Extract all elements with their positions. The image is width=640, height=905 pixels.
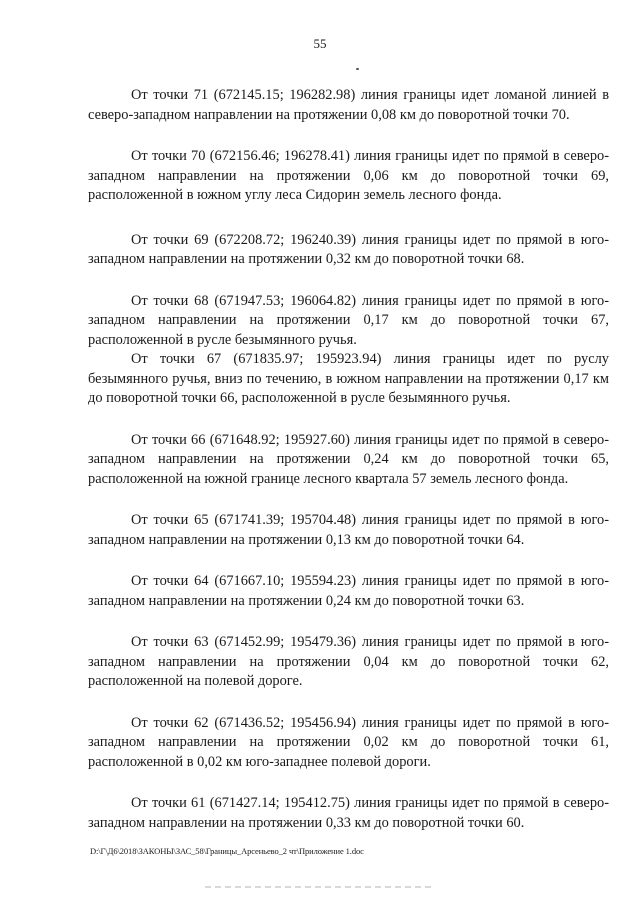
page-number: 55 xyxy=(313,36,327,51)
footer-file-path: D:\Г\Д6\2018\ЗАКОНЫ\ЗАС_58\Границы_Арсеньево_2 чт\Приложение 1.doc xyxy=(90,846,364,856)
paragraph-point-67: От точки 67 (671835.97; 195923.94) линия границы идет по руслу безымянного ручья, вниз по течению, в южном направлении на протяжении 0,17 км до поворотной точки 66, расположенной в русле безымянного ручья. xyxy=(88,351,609,406)
paragraph-point-68: От точки 68 (671947.53; 196064.82) линия границы идет по прямой в юго-западном направлении на протяжении 0,17 км до поворотной точки 67, расположенной в русле безымянного ручья. xyxy=(88,292,609,348)
paragraph-point-63: От точки 63 (671452.99; 195479.36) линия границы идет по прямой в юго-западном направлении на протяжении 0,04 км до поворотной точки 62, расположенной на полевой дороге. xyxy=(88,634,609,689)
paragraph-point-61: От точки 61 (671427.14; 195412.75) линия границы идет по прямой в северо-западном направлении на протяжении 0,33 км до поворотной точки 60. xyxy=(88,795,609,831)
scan-speck xyxy=(356,68,359,70)
scan-artifact-line xyxy=(205,886,435,888)
document-body xyxy=(88,86,609,833)
paragraph-point-64: От точки 64 (671667.10; 195594.23) линия границы идет по прямой в юго-западном направлении на протяжении 0,24 км до поворотной точки 63. xyxy=(88,573,609,609)
paragraph-point-70: От точки 70 (672156.46; 196278.41) линия границы идет по прямой в северо-западном направлении на протяжении 0,06 км до поворотной точки 69, расположенной в южном углу леса Сидорин земель лесного фонда. xyxy=(88,148,609,203)
paragraph-point-66: От точки 66 (671648.92; 195927.60) линия границы идет по прямой в северо-западном направлении на протяжении 0,24 км до поворотной точки 65, расположенной на южной границе лесного квартала 57 земель лесного фонда. xyxy=(88,431,609,487)
paragraph-point-69: От точки 69 (672208.72; 196240.39) линия границы идет по прямой в юго-западном направлении на протяжении 0,32 км до поворотной точки 68. xyxy=(88,231,609,267)
paragraph-point-71: От точки 71 (672145.15; 196282.98) линия границы идет ломаной линией в северо-западном направлении на протяжении 0,08 км до поворотной точки 70. xyxy=(88,87,609,123)
paragraph-point-62: От точки 62 (671436.52; 195456.94) линия границы идет по прямой в юго-западном направлении на протяжении 0,02 км до поворотной точки 61, расположенной в 0,02 км юго-западнее полевой дороги. xyxy=(88,714,609,770)
paragraph-point-65: От точки 65 (671741.39; 195704.48) линия границы идет по прямой в юго-западном направлении на протяжении 0,13 км до поворотной точки 64. xyxy=(88,512,609,548)
